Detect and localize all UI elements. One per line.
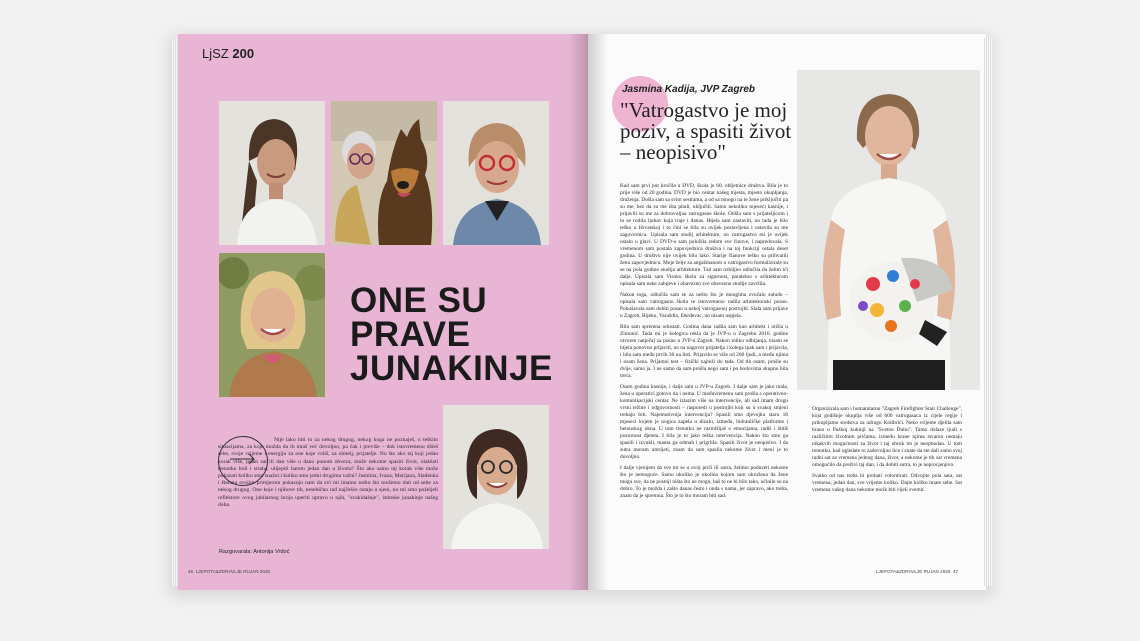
body-paragraph: Nakon toga, odlučila sam se za nešto što je mnogima zvučalo suludo – upisala sam vatrogasnu školu te istovremeno radila arhitektonski posao. Pokušavala sam dobiti posao u nekoj vatrogasnoj postrojbi. Slala sam prijave u Zagreb, Rijeku, Varaždin, Đurđevac, no nisam uspjela.: [620, 292, 788, 319]
portrait-woman-with-dog: [331, 101, 437, 245]
headline-line-3: JUNAKINJE: [350, 349, 553, 388]
portrait-woman-red-glasses: [443, 101, 549, 245]
interviewee-name: Jasmina Kadija, JVP Zagreb: [622, 84, 756, 95]
body-column-2: [812, 406, 962, 556]
footer-left: [188, 569, 270, 574]
headline: [350, 281, 553, 388]
body-paragraph: Organizirala sam i humanitarnu "Zagreb Firefighter Stair Challenge", koja godišnje okuplja više od 600 vatrogasaca iz cijele regije i prikupljamo sredstva za udrugu Kolibrići. Neko vrijeme djelila sam brano u Puškoj kuhinji na "Sveton Duhu". Tamo dolaze ljudi s različitim životnim pričama, između hrane njima stvarno nemaju nikakvih mogućnosti za život i taj obrok im je neophodan. U tom trenutku, kad ugledate to zadovoljno lice i znate da ste dali samo svoj radni sat za vremena jednog dana, život, a nekome je tih sat vremena omogućilo da preživi taj dan, i da dobiti sutra, to je neprocjenjivo.: [812, 406, 962, 468]
section-number: 200: [232, 46, 255, 61]
portrait-woman-dark-bob: [443, 405, 549, 549]
byline: Razgovarala: Antonija Vrdoć: [219, 549, 290, 555]
footer-left-title: LJEPOTA&ZDRAVLJE RUJAN 2025: [195, 569, 271, 574]
pull-quote: "Vatrogastvo je moj poziv, a spasiti život – neopisivo": [620, 98, 792, 164]
body-paragraph: Kad sam prvi put kročila u DVD, škola je 60. obljetnice društva. Bila je to prije više od 20 godina. DVD je bio centar našeg mjesta, mjesto okupljanja, druženja. Došla sam sa svim sestrama, a od sa mnogo na te žene priključiti pa su me, bez da su me išta pitali, uključili. Samo nekoliko mjeseci kasnije, i prijavili su me za dobrovoljna vatrogasne škole. Otišla sam s prijateljicom i tu se rodila ljubav koja traje i danas. Htjela sam nastaviti, no tada je bilo teško u Hrvatskoj i to čini se bila su uvijek postavljena i ostavila su me zagovornica. Upisala sam studij arhitekture, no vatrogastvo mi je uvijek ostalo u glavi. U DVD-u sam položila redom sve činove, i napredovala. S vremenom sam postala zapovjednica društva i na toj funkciji ostala deset godina. U društvu nije uvijek bilo lako. Starije članove teško su prihvatili ženu zapovjednicu. Moje želje za angažmanom u vatrogastvu formalizirale su se na pola godine studija arhitekture. Tad sam ozbiljno odlučila da želim ići dalje. Upisala sam Visoku školu za sigurnost, paralelno s arhitekturom upisala sam neke zahtjeve i obavezno sve obavezne studije završila.: [620, 183, 788, 287]
body-column-1: [620, 183, 788, 555]
intro-paragraph: [218, 437, 438, 509]
body-paragraph: Osam godina kasnije, i dalje sam u JVP-u Zagreb. I dalje sam je jako mala, žena u operativi gotovo da i nema. U međuvremenu sam prošla s operativno-komunikacijski centar. Ne izlazim više na intervencije, ali sad imam drugu vrstu težine i odgovornosti – rasporedi u postrojbi koji su u svakoj smjeni trebaju biti. Najemotivnija intervencija? Spasili smo djevojku staru 18 mjeseci kojem je nogica zapela u dizalu, između, hidrauličke platforme i betonskog okna. U tom trenutku ne razmišljaš o emocijama, radiš i štitiš pozornost djeteta. I bila je to jako teška intervencija. Nakon što smo ga spasili i izvukli, mama ga odmah i prigrlila. Spasiti život je neopisivo. I da sutra moram umrijeti, znam da sam spasila nekome život i meni je to dovoljno.: [620, 384, 788, 460]
portrait-firefighter-with-helmet: [797, 70, 980, 390]
page-number-left: 46: [188, 569, 194, 574]
footer-right-title: LJEPOTA&ZDRAVLJE RUJAN 2025: [876, 569, 951, 574]
page-number-right: 47: [952, 569, 959, 574]
footer-right: [876, 569, 958, 574]
portrait-woman-ponytail: [219, 101, 325, 245]
spine-gutter: [568, 34, 608, 590]
section-header: [202, 46, 254, 61]
body-paragraph: Bila sam spremna odustati. Godina dana radila sam kao arhitekt i otišla u Zimunić. Tada mi je kolegica rekla da je JVP-u u Zagrebu 2016. godine otvoren natječaj za posao u JVP-u Zagreb. Nakon toliko odbijanja, nisam se htjela ponovno prijaviti, no na nagovor prijatelja i kolega ipak sam i prijavila, i bila sam među prvih 30 na listi. Prijavilo se više od 200 ljudi, a među njima i osam žena. Prijamni test – fizički najteži do tada. Od tih osam, prošle su dvije, samo ja. I ne samo da sam prošla nego sam i po bodovima skupno bila treća.: [620, 324, 788, 379]
intro-text: Nije lako biti tu za nekog drugog, nekog koga ne poznaješ, u teškim situacijama, za koje možda da ih imaš već dovoljno, pa čak i previše – dok istovremeno dišeš sebe, svoje vrijeme i energiju za one koje voliš, za obitelj, prijatelje. No što ako taj koji jedan korak više, jedan sat ili dan više u danu punom obveza, može nekome spasiti život, olakšati trenutke boli i straha, ulijepiti barem jedan dan u životu? Što ako samo taj korak više može pokazati koliko smo snažni i koliko smo jedni drugima važni? Jasmina, Ivana, Marijana, Slađenka i Renata svojim primjerom pokazuju nam da svi mi imamo nešto što možemo dati od sebe za nekog drugog. One koje i njihove tih, nesebično rad najčešće ostaju u sjeni, no mi smo poželjeli reflektore ovog jubilarnog broja uperiti upravo u njih, "svakidašnje", istinske junakinje našeg doba.: [218, 437, 438, 508]
headline-line-1: ONE SU: [350, 281, 488, 320]
headline-line-2: PRAVE: [350, 315, 471, 354]
portrait-woman-blonde: [219, 253, 325, 397]
body-paragraph: Svatko od nas treba bi probati volontirati. Odvojite pola sata, sat vremena, jedan dan, sve vrijeme koliko. Dajte koliko imate sebe. Sat vremena vašeg dana nekome može biti cijeli svemir.: [812, 473, 962, 493]
body-paragraph: I dalje vjerujem da sve mi se u ovoj priči ili sutra, želimo poduzeti nekome što je nemoguće. Samo ukoliko je okolina kojom sam okružena da žene mogu sve, da ne postoji ništa što ne mogu, baš to ne bi bilo tako, učinile su na dobro. To je možda i zašto danas često i onda s nama, jer zapravo, ako treba, znam da je spremna. Što je to što moram biti sad.: [620, 465, 788, 499]
page-edges-right: [984, 38, 992, 586]
section-label: LjSZ: [202, 46, 229, 61]
